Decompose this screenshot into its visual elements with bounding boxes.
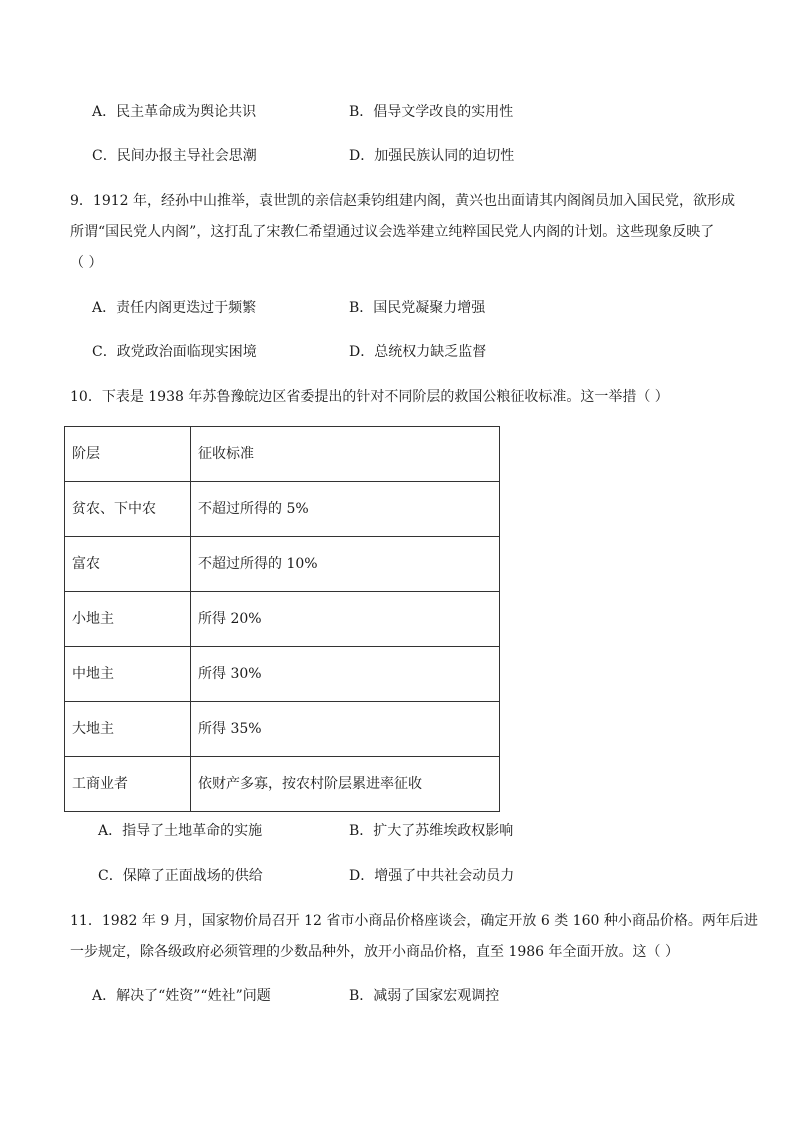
table-cell-class: 工商业者 [65, 757, 191, 812]
q9-stem-line-3: （ ） [70, 255, 103, 271]
table-cell-standard: 依财产多寡，按农村阶层累进率征收 [191, 757, 500, 812]
table-cell-standard: 所得 20% [191, 592, 500, 647]
q10-stem: 10．下表是 1938 年苏鲁豫皖边区省委提出的针对不同阶层的救国公粮征收标准。这一举措（ ） [70, 389, 669, 405]
q9-stem-line-1: 9．1912 年，经孙中山推举，袁世凯的亲信赵秉钧组建内阁，黄兴也出面请其内阁阁员加入国民党，欲形成 [70, 193, 735, 209]
q9-option-a: A．责任内阁更迭过于频繁 [92, 300, 257, 316]
q8-option-b: B．倡导文学改良的实用性 [349, 104, 514, 120]
q9-option-d: D．总统权力缺乏监督 [349, 344, 487, 360]
q10-option-a: A．指导了土地革命的实施 [98, 823, 263, 839]
q9-option-b: B．国民党凝聚力增强 [349, 300, 486, 316]
table-cell-standard: 所得 35% [191, 702, 500, 757]
q9-stem-line-2: 所谓“国民党人内阁”，这打乱了宋教仁希望通过议会选举建立纯粹国民党人内阁的计划。这些现象反映了 [70, 224, 715, 240]
table-row [65, 757, 500, 812]
q8-option-d: D．加强民族认同的迫切性 [349, 148, 515, 164]
table-cell-standard: 不超过所得的 10% [191, 537, 500, 592]
table-row [65, 702, 500, 757]
table-cell-standard: 不超过所得的 5% [191, 482, 500, 537]
table-row [65, 647, 500, 702]
table-row [65, 537, 500, 592]
table-cell-class: 贫农、下中农 [65, 482, 191, 537]
q11-stem-line-1: 11．1982 年 9 月，国家物价局召开 12 省市小商品价格座谈会，确定开放 6 类 160 种小商品价格。两年后进 [70, 913, 758, 929]
q10-option-b: B．扩大了苏维埃政权影响 [349, 823, 514, 839]
table-header-cell: 阶层 [65, 427, 191, 482]
table-row [65, 592, 500, 647]
table-cell-class: 大地主 [65, 702, 191, 757]
q11-option-b: B．减弱了国家宏观调控 [349, 988, 500, 1004]
table-cell-class: 中地主 [65, 647, 191, 702]
q10-option-d: D．增强了中共社会动员力 [349, 868, 515, 884]
table-header-cell: 征收标准 [191, 427, 500, 482]
q8-option-c: C．民间办报主导社会思潮 [92, 148, 257, 164]
q10-option-c: C．保障了正面战场的供给 [98, 868, 263, 884]
q9-option-c: C．政党政治面临现实困境 [92, 344, 257, 360]
levy-standard-table [64, 426, 500, 812]
q8-option-a: A．民主革命成为舆论共识 [92, 104, 257, 120]
table-cell-standard: 所得 30% [191, 647, 500, 702]
table-header-row [65, 427, 500, 482]
q11-option-a: A．解决了“姓资”“姓社”问题 [92, 988, 271, 1004]
table-cell-class: 小地主 [65, 592, 191, 647]
q11-stem-line-2: 一步规定，除各级政府必须管理的少数品种外，放开小商品价格，直至 1986 年全面开放。这（ ） [70, 944, 679, 960]
table-cell-class: 富农 [65, 537, 191, 592]
table-row [65, 482, 500, 537]
